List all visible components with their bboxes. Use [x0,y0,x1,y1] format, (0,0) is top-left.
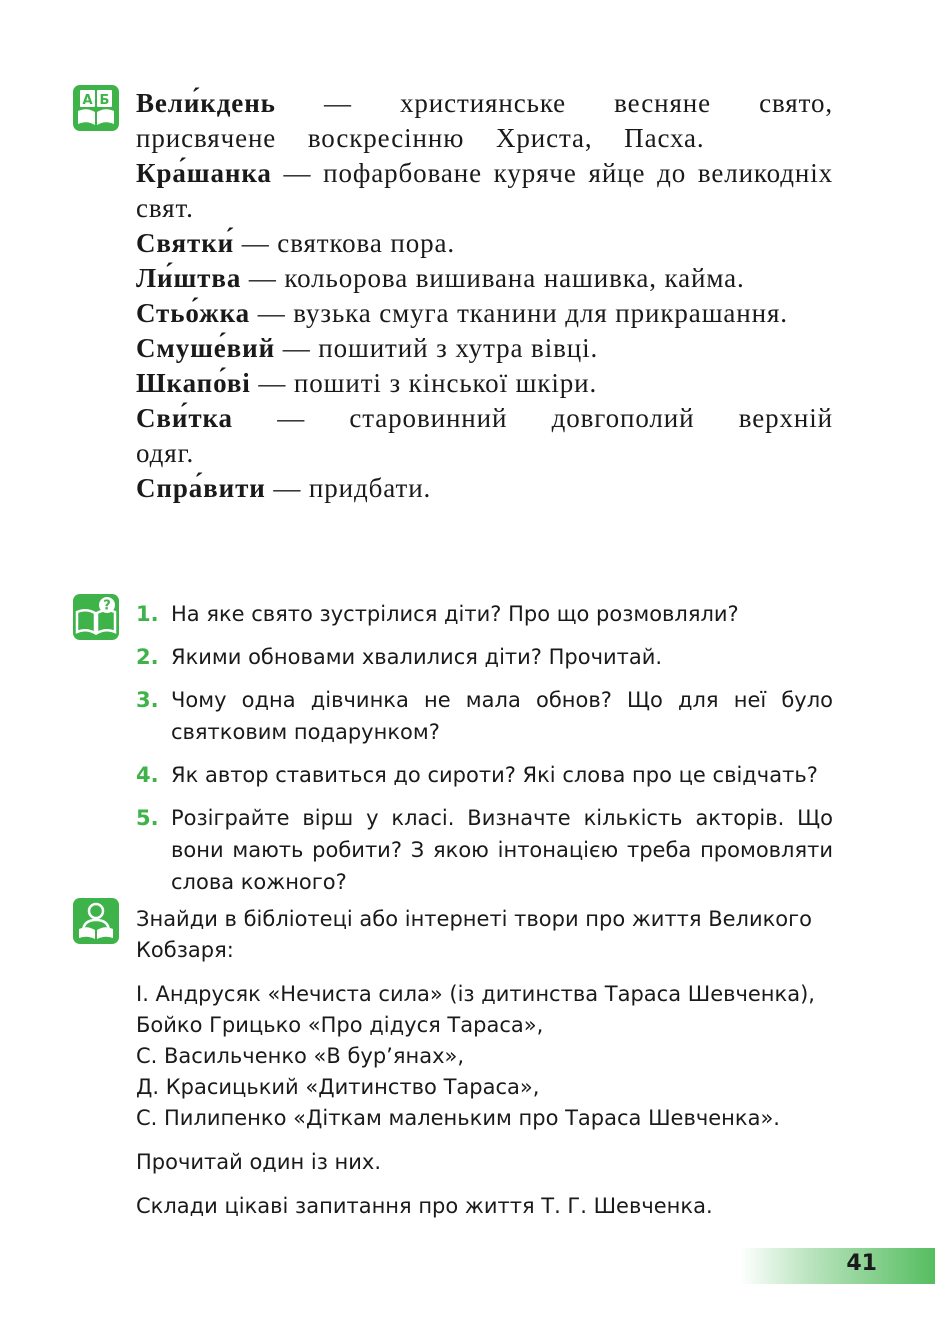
question-number: 1. [136,602,159,626]
glossary-definition: — старовинний довгополий верхній одяг. [136,403,833,468]
glossary-entry [136,366,833,401]
glossary-definition: — християнське весняне свято, присвячене воскресінню Христа, Пасха. [136,88,833,153]
task-intro: Знайди в бібліотеці або інтернеті твори про життя Великого Кобзаря: [136,907,813,962]
question-text: На яке свято зустрілися діти? Про що розмовляли? [171,602,739,626]
glossary-entry [136,86,833,156]
dictionary-ab-icon [73,85,119,131]
list-item: С. Васильченко «В бур’янах», [136,1044,465,1068]
questions-list [136,598,833,909]
glossary-term: Святки́ [136,228,235,258]
glossary-definition: — святкова пора. [234,228,456,258]
page-number-bar [740,1248,935,1284]
list-item: І. Андрусяк «Нечиста сила» (із дитинства Тараса Шевченка), [136,982,815,1006]
svg-text:А: А [82,93,93,108]
list-item [136,641,833,673]
glossary-definition: — вузька смуга тканини для прикрашання. [250,298,788,328]
glossary-entry [136,401,833,471]
glossary-definition: — пофарбоване куряче яйце до великодніх свят. [136,158,833,223]
glossary-term: Вели́кдень [136,88,276,118]
svg-text:Б: Б [99,93,110,108]
glossary-entry [136,156,833,226]
list-item: Бойко Грицько «Про дідуся Тараса», [136,1013,544,1037]
glossary-term: Шкапо́ві [136,368,251,398]
page-number: 41 [846,1251,877,1276]
list-item: С. Пилипенко «Діткам маленьким про Тараса Шевченка». [136,1106,780,1130]
glossary-term: Спра́вити [136,473,266,503]
task-compose: Склади цікаві запитання про життя Т. Г. Шевченка. [136,1194,713,1218]
question-number: 3. [136,688,159,712]
glossary-term: Кра́шанка [136,158,272,188]
question-text: Розіграйте вірш у класі. Визначте кількість акторів. Що вони мають робити? З якою інтонацією треба промовляти слова кожного? [171,806,833,894]
question-number: 5. [136,806,159,830]
reading-task [136,904,833,1222]
glossary-term: Сви́тка [136,403,233,433]
glossary [136,86,833,506]
glossary-definition: — придбати. [265,473,432,503]
book-list [136,979,833,1134]
question-text: Якими обновами хвалилися діти? Прочитай. [171,645,663,669]
glossary-entry [136,226,833,261]
glossary-entry [136,471,833,506]
question-number: 2. [136,645,159,669]
glossary-entry [136,261,833,296]
glossary-entry [136,296,833,331]
glossary-term: Стьо́жка [136,298,251,328]
book-question-icon [73,594,119,640]
reading-person-icon [73,898,119,944]
list-item [136,802,833,898]
glossary-definition: — пошитий з хутра вівці. [275,333,599,363]
list-item [136,598,833,630]
list-item [136,759,833,791]
question-number: 4. [136,763,159,787]
list-item [136,684,833,748]
glossary-entry [136,331,833,366]
glossary-definition: — кольорова вишивана нашивка, кайма. [241,263,745,293]
svg-text:?: ? [103,598,111,614]
glossary-term: Ли́штва [136,263,242,293]
list-item: Д. Красицький «Дитинство Тараса», [136,1075,540,1099]
task-read: Прочитай один із них. [136,1150,382,1174]
glossary-definition: — пошиті з кінської шкіри. [250,368,598,398]
glossary-term: Смуше́вий [136,333,276,363]
question-text: Чому одна дівчинка не мала обнов? Що для неї було святковим подарунком? [171,688,833,744]
question-text: Як автор ставиться до сироти? Які слова про це свідчать? [171,763,818,787]
